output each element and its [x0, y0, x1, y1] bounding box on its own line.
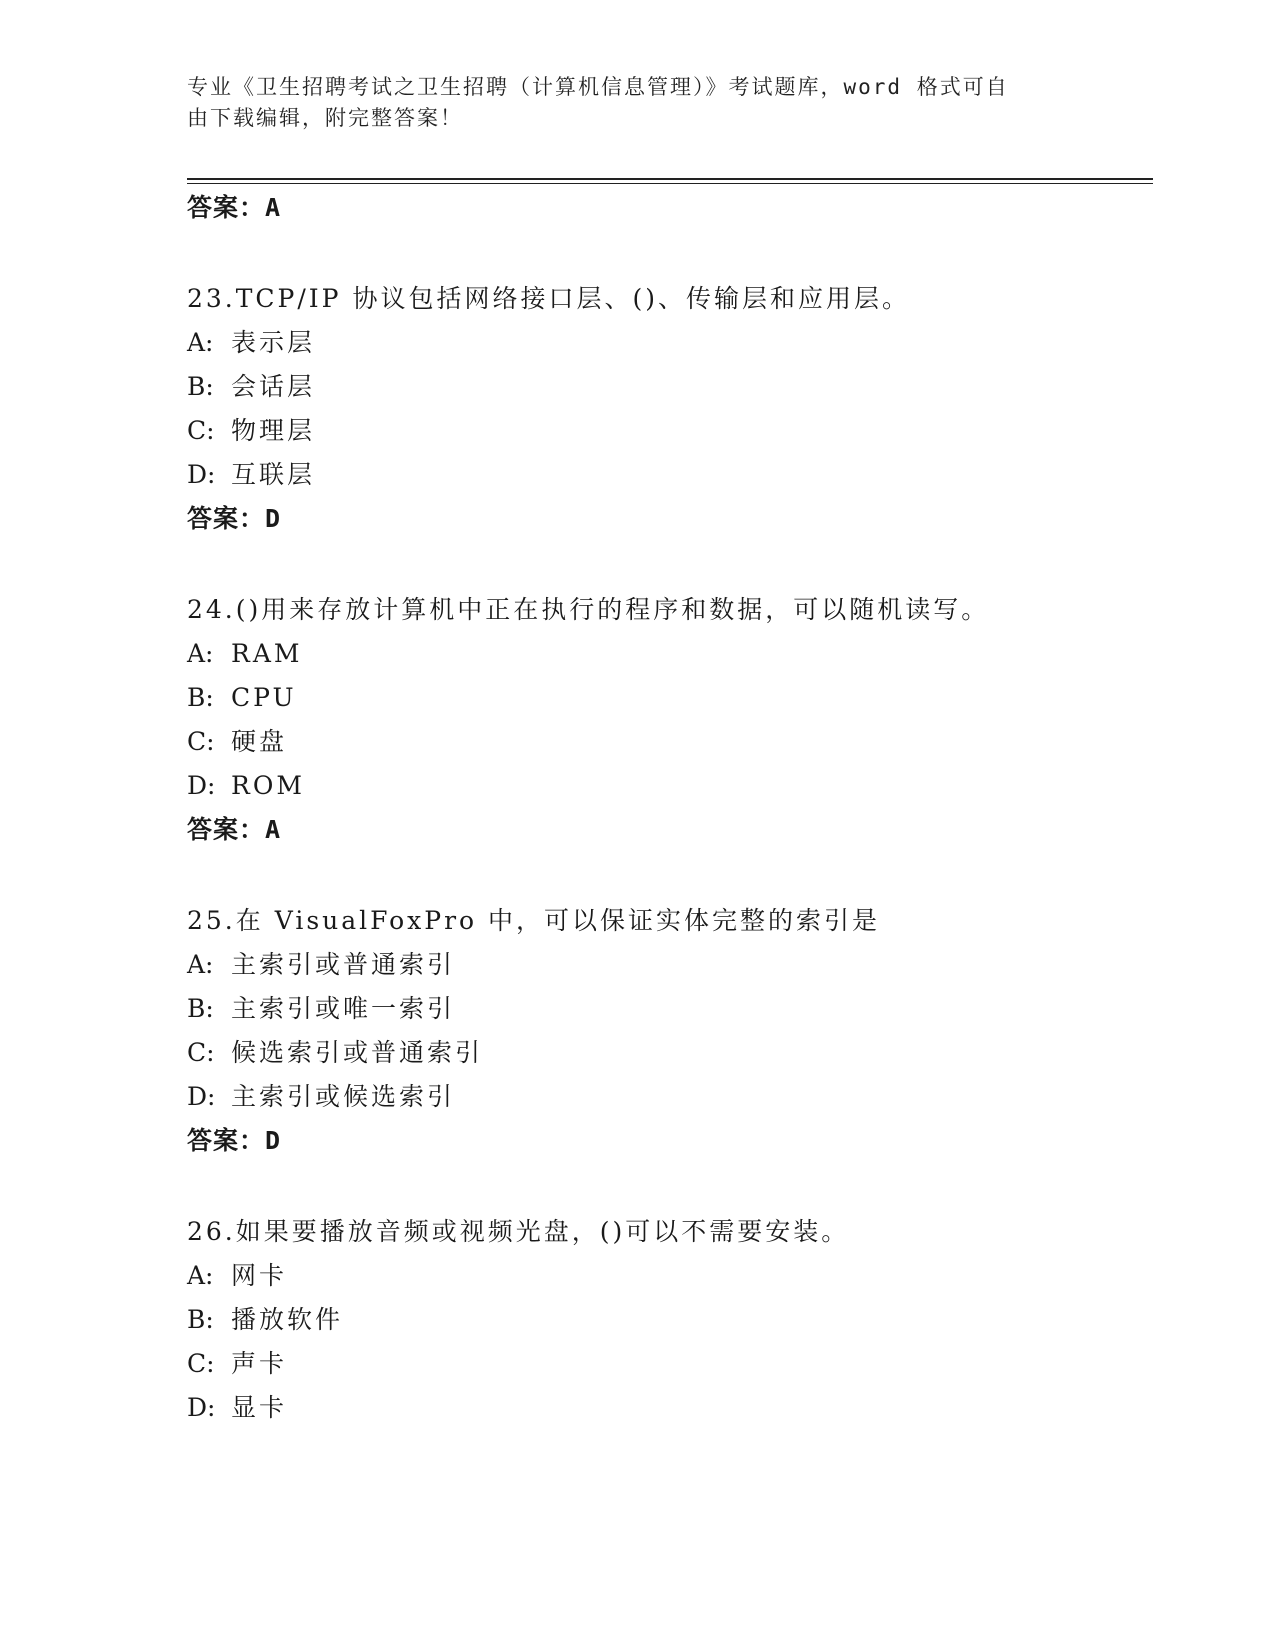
- option-b: [187, 993, 455, 1025]
- header-line-1: 专业《卫生招聘考试之卫生招聘（计算机信息管理）》考试题库，word 格式可自: [187, 75, 1009, 99]
- option-key: B:: [187, 994, 214, 1023]
- answer: 答案：D: [187, 1126, 282, 1155]
- header-divider-thick: [187, 178, 1153, 180]
- previous-answer: 答案：A: [187, 193, 282, 222]
- question-stem: 26.如果要播放音频或视频光盘，()可以不需要安装。: [187, 1217, 850, 1246]
- option-c: [187, 1348, 287, 1380]
- option-d: [187, 459, 315, 491]
- option-text: 物理层: [231, 416, 316, 445]
- option-d: [187, 1081, 455, 1113]
- option-c: [187, 1037, 483, 1069]
- option-text: 会话层: [231, 372, 316, 401]
- question-stem: 24.()用来存放计算机中正在执行的程序和数据，可以随机读写。: [187, 595, 990, 624]
- option-text: RAM: [231, 639, 303, 668]
- option-key: D:: [187, 771, 216, 800]
- option-d: [187, 770, 305, 802]
- option-text: CPU: [231, 683, 297, 712]
- answer: 答案：A: [187, 815, 282, 844]
- header-divider-thin: [187, 183, 1153, 184]
- option-key: A:: [187, 1261, 214, 1290]
- option-key: C:: [187, 1349, 215, 1378]
- option-key: B:: [187, 683, 214, 712]
- option-text: 表示层: [231, 328, 316, 357]
- option-text: 网卡: [231, 1261, 288, 1290]
- option-b: [187, 371, 315, 403]
- option-c: [187, 726, 287, 758]
- header-line-2: 由下载编辑，附完整答案！: [187, 106, 463, 130]
- option-text: ROM: [231, 771, 305, 800]
- option-key: B:: [187, 372, 214, 401]
- answer: 答案：D: [187, 504, 282, 533]
- option-key: C:: [187, 727, 215, 756]
- option-text: 主索引或唯一索引: [231, 994, 456, 1023]
- option-key: D:: [187, 1393, 216, 1422]
- option-a: [187, 1260, 287, 1292]
- option-key: A:: [187, 639, 214, 668]
- option-text: 互联层: [231, 460, 316, 489]
- question-stem: 23.TCP/IP 协议包括网络接口层、()、传输层和应用层。: [187, 284, 910, 313]
- option-key: A:: [187, 950, 214, 979]
- option-a: [187, 638, 302, 670]
- option-text: 显卡: [231, 1393, 288, 1422]
- option-text: 播放软件: [231, 1305, 344, 1334]
- option-c: [187, 415, 315, 447]
- document-header: [187, 72, 1067, 134]
- option-text: 主索引或普通索引: [231, 950, 456, 979]
- option-text: 声卡: [231, 1349, 288, 1378]
- option-text: 主索引或候选索引: [231, 1082, 456, 1111]
- option-key: C:: [187, 416, 215, 445]
- option-a: [187, 949, 455, 981]
- option-key: D:: [187, 460, 216, 489]
- option-b: [187, 682, 297, 714]
- option-b: [187, 1304, 343, 1336]
- option-d: [187, 1392, 287, 1424]
- option-a: [187, 327, 315, 359]
- option-key: A:: [187, 328, 214, 357]
- option-text: 硬盘: [231, 727, 288, 756]
- option-key: B:: [187, 1305, 214, 1334]
- option-key: C:: [187, 1038, 215, 1067]
- question-stem: 25.在 VisualFoxPro 中，可以保证实体完整的索引是: [187, 906, 881, 935]
- option-text: 候选索引或普通索引: [231, 1038, 484, 1067]
- option-key: D:: [187, 1082, 216, 1111]
